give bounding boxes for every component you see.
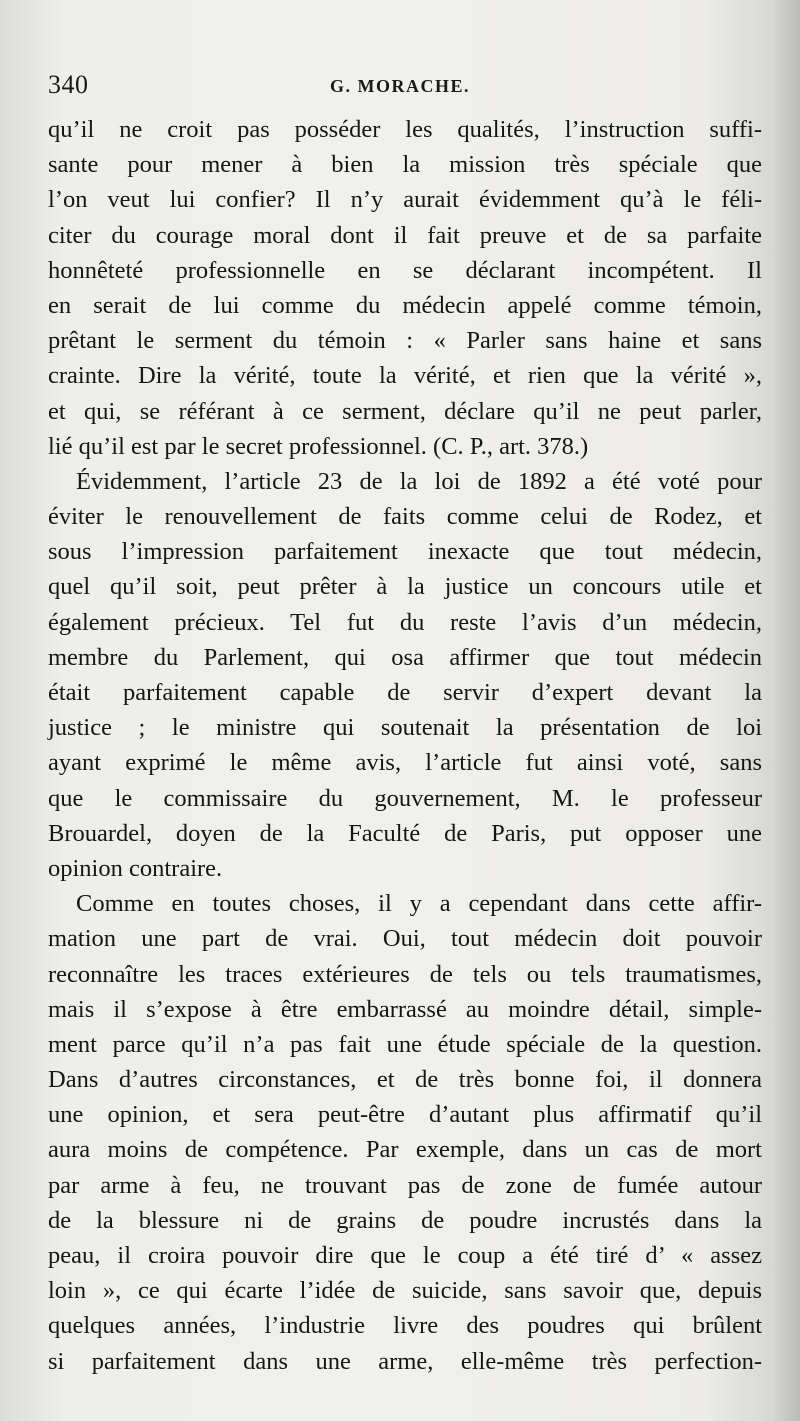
text-line: peau, il croira pouvoir dire que le coup a été tiré d’ « assez [48, 1242, 762, 1269]
text-line: opinion contraire. [48, 854, 223, 882]
text-line: prêtant le serment du témoin : « Parler sans haine et sans [48, 327, 762, 355]
text-line: membre du Parlement, qui osa affirmer que tout médecin [48, 643, 762, 671]
text-line: éviter le renouvellement de faits comme celui de Rodez, et [48, 503, 762, 531]
text-line: l’on veut lui confier? Il n’y aurait évidemment qu’à le féli- [48, 186, 762, 214]
text-line: justice ; le ministre qui soutenait la présentation de loi [48, 714, 762, 742]
text-line: une opinion, et sera peut-être d’autant plus affirmatif qu’il [48, 1101, 762, 1129]
text-line: reconnaître les traces extérieures de tels ou tels traumatismes, [48, 960, 762, 988]
text-line: mais il s’expose à être embarrassé au moindre détail, simple- [48, 995, 762, 1023]
text-line: en serait de lui comme du médecin appelé comme témoin, [48, 291, 762, 319]
page-number: 340 [48, 70, 89, 99]
text-line: par arme à feu, ne trouvant pas de zone de fumée autour [48, 1171, 762, 1199]
page-header [48, 70, 748, 106]
text-line: était parfaitement capable de servir d’expert devant la [48, 679, 762, 706]
text-line: également précieux. Tel fut du reste l’avis d’un médecin, [48, 608, 762, 636]
text-line: ayant exprimé le même avis, l’article fut ainsi voté, sans [48, 749, 762, 777]
text-line: citer du courage moral dont il fait preuve et de sa parfaite [48, 221, 762, 249]
text-line: quelques années, l’industrie livre des poudres qui brûlent [48, 1312, 762, 1340]
text-line: qu’il ne croit pas posséder les qualités, l’instruction suffi- [48, 116, 762, 143]
text-line: mation une part de vrai. Oui, tout médecin doit pouvoir [48, 925, 762, 953]
text-line: quel qu’il soit, peut prêter à la justice un concours utile et [48, 573, 762, 601]
text-line: si parfaitement dans une arme, elle-même très perfection- [48, 1347, 762, 1375]
text-line: Comme en toutes choses, il y a cependant dans cette affir- [76, 890, 762, 918]
text-line: Dans d’autres circonstances, et de très bonne foi, il donnera [48, 1066, 762, 1094]
text-line: sante pour mener à bien la mission très spéciale que [48, 151, 762, 179]
text-line: loin », ce qui écarte l’idée de suicide, sans savoir que, depuis [48, 1277, 762, 1305]
page-edge-shadow [772, 0, 800, 1421]
running-head: G. MORACHE. [330, 76, 470, 96]
text-line: Brouardel, doyen de la Faculté de Paris, put opposer une [48, 819, 762, 847]
text-line: ment parce qu’il n’a pas fait une étude spéciale de la question. [48, 1030, 762, 1058]
text-line: crainte. Dire la vérité, toute la vérité, et rien que la vérité », [48, 362, 762, 390]
text-line: de la blessure ni de grains de poudre incrustés dans la [48, 1206, 762, 1234]
text-line: que le commissaire du gouvernement, M. le professeur [48, 784, 762, 812]
text-line: et qui, se référant à ce serment, déclare qu’il ne peut parler, [48, 397, 762, 425]
text-line: lié qu’il est par le secret professionnel. (C. P., art. 378.) [48, 432, 589, 460]
text-line: aura moins de compétence. Par exemple, dans un cas de mort [48, 1136, 762, 1164]
text-line: honnêteté professionnelle en se déclarant incompétent. Il [48, 256, 762, 284]
text-line: Évidemment, l’article 23 de la loi de 1892 a été voté pour [76, 467, 762, 495]
body-text [48, 112, 762, 1379]
text-line: sous l’impression parfaitement inexacte que tout médecin, [48, 538, 762, 566]
